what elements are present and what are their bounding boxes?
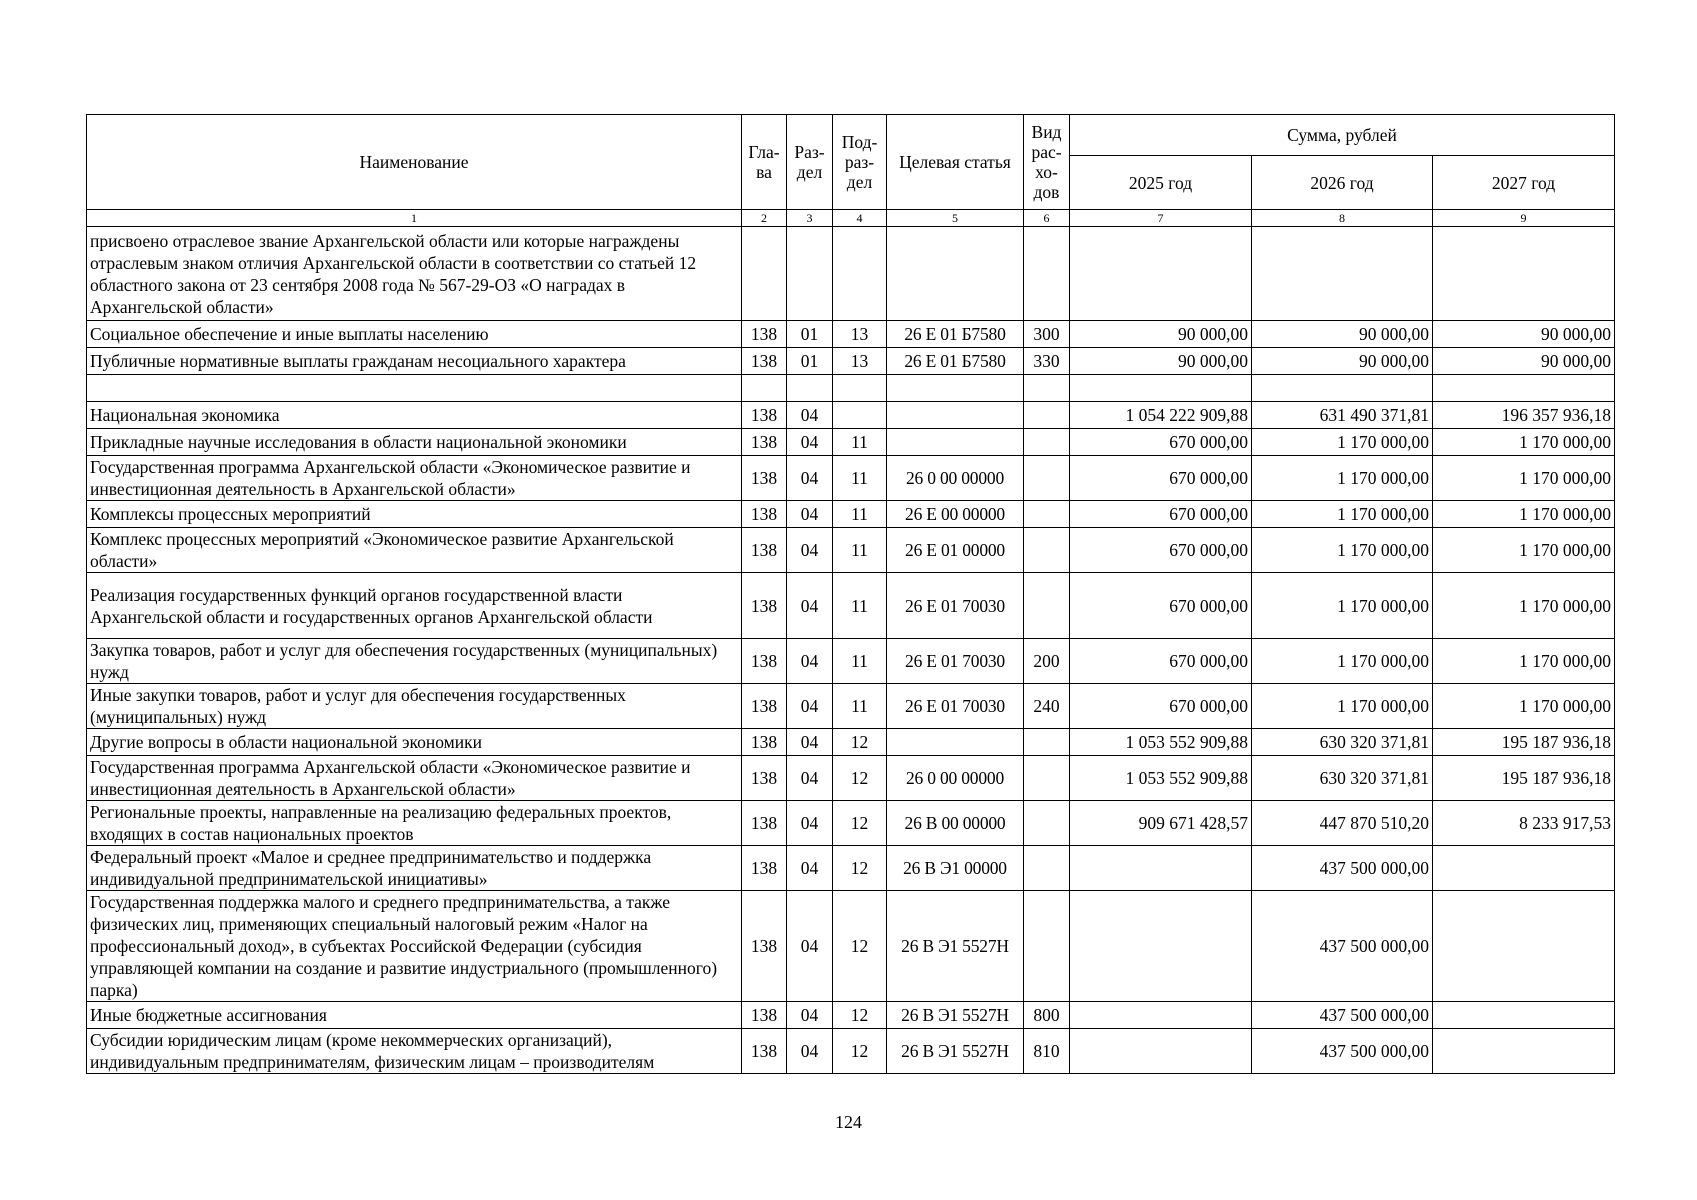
row-tselevaya: 26 В 00 00000 xyxy=(887,801,1024,846)
row-glava: 138 xyxy=(742,684,787,729)
table-row xyxy=(87,729,1615,756)
row-tselevaya xyxy=(887,402,1024,429)
table-row xyxy=(87,1029,1615,1074)
row-name: Иные бюджетные ассигнования xyxy=(87,1002,742,1029)
row-name: Реализация государственных функций органов государственной власти Архангельской области и государственных органов Архангельской области xyxy=(87,573,742,639)
row-name xyxy=(87,375,742,402)
row-amount-2025: 670 000,00 xyxy=(1070,429,1252,456)
row-amount-2027 xyxy=(1433,1002,1615,1029)
col-number: 2 xyxy=(742,210,787,227)
row-name: Закупка товаров, работ и услуг для обеспечения государственных (муниципальных) нужд xyxy=(87,639,742,684)
row-podrazdel: 12 xyxy=(833,1002,887,1029)
row-glava: 138 xyxy=(742,1029,787,1074)
row-amount-2026: 90 000,00 xyxy=(1252,321,1433,348)
row-podrazdel: 12 xyxy=(833,729,887,756)
row-name: Прикладные научные исследования в области национальной экономики xyxy=(87,429,742,456)
row-amount-2027: 1 170 000,00 xyxy=(1433,639,1615,684)
row-glava: 138 xyxy=(742,528,787,573)
row-amount-2026: 630 320 371,81 xyxy=(1252,756,1433,801)
row-name: Другие вопросы в области национальной экономики xyxy=(87,729,742,756)
row-glava: 138 xyxy=(742,429,787,456)
table-row xyxy=(87,375,1615,402)
row-name: Субсидии юридическим лицам (кроме некоммерческих организаций), индивидуальным предпринимателям, физическим лицам – производителям xyxy=(87,1029,742,1074)
row-podrazdel: 13 xyxy=(833,321,887,348)
col-number: 4 xyxy=(833,210,887,227)
row-podrazdel: 12 xyxy=(833,756,887,801)
col-number: 8 xyxy=(1252,210,1433,227)
row-name: Государственная программа Архангельской области «Экономическое развитие и инвестиционная деятельность в Архангельской области» xyxy=(87,756,742,801)
row-amount-2027: 196 357 936,18 xyxy=(1433,402,1615,429)
row-glava: 138 xyxy=(742,456,787,501)
row-razdel: 04 xyxy=(787,573,833,639)
row-razdel: 04 xyxy=(787,639,833,684)
row-amount-2025: 909 671 428,57 xyxy=(1070,801,1252,846)
row-podrazdel: 11 xyxy=(833,429,887,456)
row-vid xyxy=(1024,375,1070,402)
row-tselevaya: 26 0 00 00000 xyxy=(887,456,1024,501)
row-amount-2026: 1 170 000,00 xyxy=(1252,501,1433,528)
row-razdel: 04 xyxy=(787,846,833,891)
row-amount-2025 xyxy=(1070,227,1252,321)
row-amount-2025 xyxy=(1070,1029,1252,1074)
header-vid: Вид рас-хо-дов xyxy=(1024,115,1070,210)
row-podrazdel: 11 xyxy=(833,684,887,729)
row-glava: 138 xyxy=(742,321,787,348)
row-vid: 200 xyxy=(1024,639,1070,684)
row-vid: 300 xyxy=(1024,321,1070,348)
row-glava: 138 xyxy=(742,573,787,639)
row-tselevaya xyxy=(887,227,1024,321)
row-amount-2026: 1 170 000,00 xyxy=(1252,639,1433,684)
row-tselevaya: 26 Е 01 70030 xyxy=(887,684,1024,729)
table-row xyxy=(87,801,1615,846)
row-name: Публичные нормативные выплаты гражданам несоциального характера xyxy=(87,348,742,375)
row-amount-2026 xyxy=(1252,227,1433,321)
row-podrazdel: 11 xyxy=(833,573,887,639)
row-tselevaya: 26 Е 01 Б7580 xyxy=(887,321,1024,348)
row-amount-2026: 1 170 000,00 xyxy=(1252,528,1433,573)
row-amount-2025: 670 000,00 xyxy=(1070,528,1252,573)
row-amount-2027 xyxy=(1433,1029,1615,1074)
table-row xyxy=(87,684,1615,729)
row-razdel: 04 xyxy=(787,456,833,501)
row-razdel: 04 xyxy=(787,729,833,756)
row-razdel: 04 xyxy=(787,1029,833,1074)
table-row xyxy=(87,321,1615,348)
row-amount-2027 xyxy=(1433,846,1615,891)
row-vid xyxy=(1024,729,1070,756)
col-number: 5 xyxy=(887,210,1024,227)
table-row xyxy=(87,227,1615,321)
row-amount-2027: 1 170 000,00 xyxy=(1433,573,1615,639)
row-razdel xyxy=(787,375,833,402)
row-amount-2026 xyxy=(1252,375,1433,402)
table-body xyxy=(87,227,1615,1074)
row-podrazdel: 12 xyxy=(833,891,887,1002)
row-amount-2025: 670 000,00 xyxy=(1070,639,1252,684)
row-vid xyxy=(1024,456,1070,501)
row-vid xyxy=(1024,429,1070,456)
row-glava: 138 xyxy=(742,756,787,801)
row-podrazdel xyxy=(833,375,887,402)
col-number: 9 xyxy=(1433,210,1615,227)
row-razdel: 04 xyxy=(787,756,833,801)
row-name: Социальное обеспечение и иные выплаты населению xyxy=(87,321,742,348)
row-podrazdel: 11 xyxy=(833,639,887,684)
row-amount-2027: 1 170 000,00 xyxy=(1433,429,1615,456)
page-number: 124 xyxy=(835,1112,862,1132)
table-row xyxy=(87,1002,1615,1029)
row-podrazdel xyxy=(833,227,887,321)
row-name: Комплекс процессных мероприятий «Экономическое развитие Архангельской области» xyxy=(87,528,742,573)
row-amount-2027 xyxy=(1433,891,1615,1002)
row-amount-2026: 90 000,00 xyxy=(1252,348,1433,375)
row-amount-2025 xyxy=(1070,846,1252,891)
row-name: Региональные проекты, направленные на реализацию федеральных проектов, входящих в состав национальных проектов xyxy=(87,801,742,846)
row-tselevaya: 26 В Э1 5527Н xyxy=(887,1029,1024,1074)
row-razdel: 04 xyxy=(787,891,833,1002)
row-podrazdel: 11 xyxy=(833,456,887,501)
row-amount-2026: 447 870 510,20 xyxy=(1252,801,1433,846)
col-number: 6 xyxy=(1024,210,1070,227)
col-number: 1 xyxy=(87,210,742,227)
table-row xyxy=(87,528,1615,573)
table-row xyxy=(87,402,1615,429)
row-glava: 138 xyxy=(742,846,787,891)
row-amount-2026: 437 500 000,00 xyxy=(1252,891,1433,1002)
row-glava: 138 xyxy=(742,729,787,756)
row-tselevaya: 26 В Э1 5527Н xyxy=(887,891,1024,1002)
row-amount-2025: 90 000,00 xyxy=(1070,321,1252,348)
row-razdel: 04 xyxy=(787,528,833,573)
row-razdel xyxy=(787,227,833,321)
row-amount-2025: 1 054 222 909,88 xyxy=(1070,402,1252,429)
row-name: Государственная программа Архангельской области «Экономическое развитие и инвестиционная деятельность в Архангельской области» xyxy=(87,456,742,501)
row-tselevaya: 26 Е 00 00000 xyxy=(887,501,1024,528)
row-name: Федеральный проект «Малое и среднее предпринимательство и поддержка индивидуальной предпринимательской инициативы» xyxy=(87,846,742,891)
row-amount-2025: 1 053 552 909,88 xyxy=(1070,756,1252,801)
row-name: присвоено отраслевое звание Архангельской области или которые награждены отраслевым знаком отличия Архангельской области в соответствии со статьей 12 областного закона от 23 сентября 2008 года № 567-29-ОЗ «О наградах в Архангельской области» xyxy=(87,227,742,321)
table-row xyxy=(87,639,1615,684)
table-row xyxy=(87,501,1615,528)
row-tselevaya xyxy=(887,375,1024,402)
row-amount-2027: 90 000,00 xyxy=(1433,348,1615,375)
row-vid xyxy=(1024,846,1070,891)
row-glava: 138 xyxy=(742,348,787,375)
row-vid xyxy=(1024,573,1070,639)
row-vid xyxy=(1024,891,1070,1002)
table-header xyxy=(87,115,1615,227)
row-podrazdel: 12 xyxy=(833,846,887,891)
row-amount-2026: 1 170 000,00 xyxy=(1252,456,1433,501)
header-year-2025: 2025 год xyxy=(1070,156,1252,210)
row-amount-2026: 630 320 371,81 xyxy=(1252,729,1433,756)
row-amount-2025 xyxy=(1070,891,1252,1002)
row-amount-2025: 670 000,00 xyxy=(1070,573,1252,639)
header-razdel: Раз-дел xyxy=(787,115,833,210)
row-name: Национальная экономика xyxy=(87,402,742,429)
row-amount-2027: 195 187 936,18 xyxy=(1433,729,1615,756)
row-amount-2025 xyxy=(1070,1002,1252,1029)
table-row xyxy=(87,348,1615,375)
row-amount-2026: 1 170 000,00 xyxy=(1252,573,1433,639)
row-tselevaya: 26 0 00 00000 xyxy=(887,756,1024,801)
row-razdel: 01 xyxy=(787,348,833,375)
row-amount-2026: 437 500 000,00 xyxy=(1252,1029,1433,1074)
row-amount-2026: 631 490 371,81 xyxy=(1252,402,1433,429)
table-row xyxy=(87,573,1615,639)
row-amount-2027 xyxy=(1433,375,1615,402)
row-glava: 138 xyxy=(742,639,787,684)
row-vid xyxy=(1024,528,1070,573)
row-vid xyxy=(1024,402,1070,429)
row-vid: 810 xyxy=(1024,1029,1070,1074)
budget-table xyxy=(86,114,1615,1074)
row-tselevaya: 26 Е 01 Б7580 xyxy=(887,348,1024,375)
row-vid xyxy=(1024,501,1070,528)
header-tselevaya: Целевая статья xyxy=(887,115,1024,210)
table-row xyxy=(87,456,1615,501)
row-amount-2026: 1 170 000,00 xyxy=(1252,684,1433,729)
row-tselevaya: 26 В Э1 5527Н xyxy=(887,1002,1024,1029)
row-podrazdel: 11 xyxy=(833,501,887,528)
column-number-row xyxy=(87,210,1615,227)
table-row xyxy=(87,429,1615,456)
row-tselevaya: 26 В Э1 00000 xyxy=(887,846,1024,891)
row-name: Государственная поддержка малого и среднего предпринимательства, а также физических лиц, применяющих специальный налоговый режим «Налог на профессиональный доход», в субъектах Российской Федерации (субсидия управляющей компании на создание и развитие индустриального (промышленного) парка) xyxy=(87,891,742,1002)
header-glava: Гла-ва xyxy=(742,115,787,210)
row-tselevaya xyxy=(887,729,1024,756)
row-amount-2025: 670 000,00 xyxy=(1070,501,1252,528)
row-amount-2027 xyxy=(1433,227,1615,321)
row-amount-2027: 1 170 000,00 xyxy=(1433,501,1615,528)
header-year-2027: 2027 год xyxy=(1433,156,1615,210)
col-number: 3 xyxy=(787,210,833,227)
row-amount-2027: 195 187 936,18 xyxy=(1433,756,1615,801)
row-glava: 138 xyxy=(742,402,787,429)
row-glava: 138 xyxy=(742,501,787,528)
row-podrazdel: 12 xyxy=(833,801,887,846)
row-name: Иные закупки товаров, работ и услуг для обеспечения государственных (муниципальных) нужд xyxy=(87,684,742,729)
table-row xyxy=(87,891,1615,1002)
row-amount-2027: 1 170 000,00 xyxy=(1433,456,1615,501)
row-amount-2025: 670 000,00 xyxy=(1070,456,1252,501)
row-glava: 138 xyxy=(742,801,787,846)
row-vid: 330 xyxy=(1024,348,1070,375)
row-tselevaya: 26 Е 01 70030 xyxy=(887,639,1024,684)
row-amount-2025: 90 000,00 xyxy=(1070,348,1252,375)
row-glava: 138 xyxy=(742,1002,787,1029)
row-vid: 240 xyxy=(1024,684,1070,729)
row-vid xyxy=(1024,756,1070,801)
row-amount-2026: 437 500 000,00 xyxy=(1252,846,1433,891)
row-amount-2025: 1 053 552 909,88 xyxy=(1070,729,1252,756)
row-razdel: 04 xyxy=(787,429,833,456)
row-razdel: 01 xyxy=(787,321,833,348)
row-tselevaya xyxy=(887,429,1024,456)
row-amount-2027: 1 170 000,00 xyxy=(1433,528,1615,573)
col-number: 7 xyxy=(1070,210,1252,227)
row-glava xyxy=(742,227,787,321)
row-glava xyxy=(742,375,787,402)
row-amount-2027: 90 000,00 xyxy=(1433,321,1615,348)
row-amount-2026: 437 500 000,00 xyxy=(1252,1002,1433,1029)
row-tselevaya: 26 Е 01 00000 xyxy=(887,528,1024,573)
row-razdel: 04 xyxy=(787,1002,833,1029)
row-vid: 800 xyxy=(1024,1002,1070,1029)
header-summa: Сумма, рублей xyxy=(1070,115,1615,156)
row-razdel: 04 xyxy=(787,402,833,429)
row-podrazdel: 12 xyxy=(833,1029,887,1074)
header-year-2026: 2026 год xyxy=(1252,156,1433,210)
row-razdel: 04 xyxy=(787,501,833,528)
row-amount-2027: 8 233 917,53 xyxy=(1433,801,1615,846)
table-row xyxy=(87,846,1615,891)
table-row xyxy=(87,756,1615,801)
row-podrazdel: 13 xyxy=(833,348,887,375)
row-vid xyxy=(1024,227,1070,321)
row-tselevaya: 26 Е 01 70030 xyxy=(887,573,1024,639)
row-podrazdel: 11 xyxy=(833,528,887,573)
row-razdel: 04 xyxy=(787,801,833,846)
row-amount-2027: 1 170 000,00 xyxy=(1433,684,1615,729)
row-name: Комплексы процессных мероприятий xyxy=(87,501,742,528)
row-amount-2025 xyxy=(1070,375,1252,402)
row-razdel: 04 xyxy=(787,684,833,729)
row-amount-2025: 670 000,00 xyxy=(1070,684,1252,729)
header-name: Наименование xyxy=(87,115,742,210)
row-podrazdel xyxy=(833,402,887,429)
row-amount-2026: 1 170 000,00 xyxy=(1252,429,1433,456)
row-vid xyxy=(1024,801,1070,846)
row-glava: 138 xyxy=(742,891,787,1002)
header-podrazdel: Под-раз-дел xyxy=(833,115,887,210)
